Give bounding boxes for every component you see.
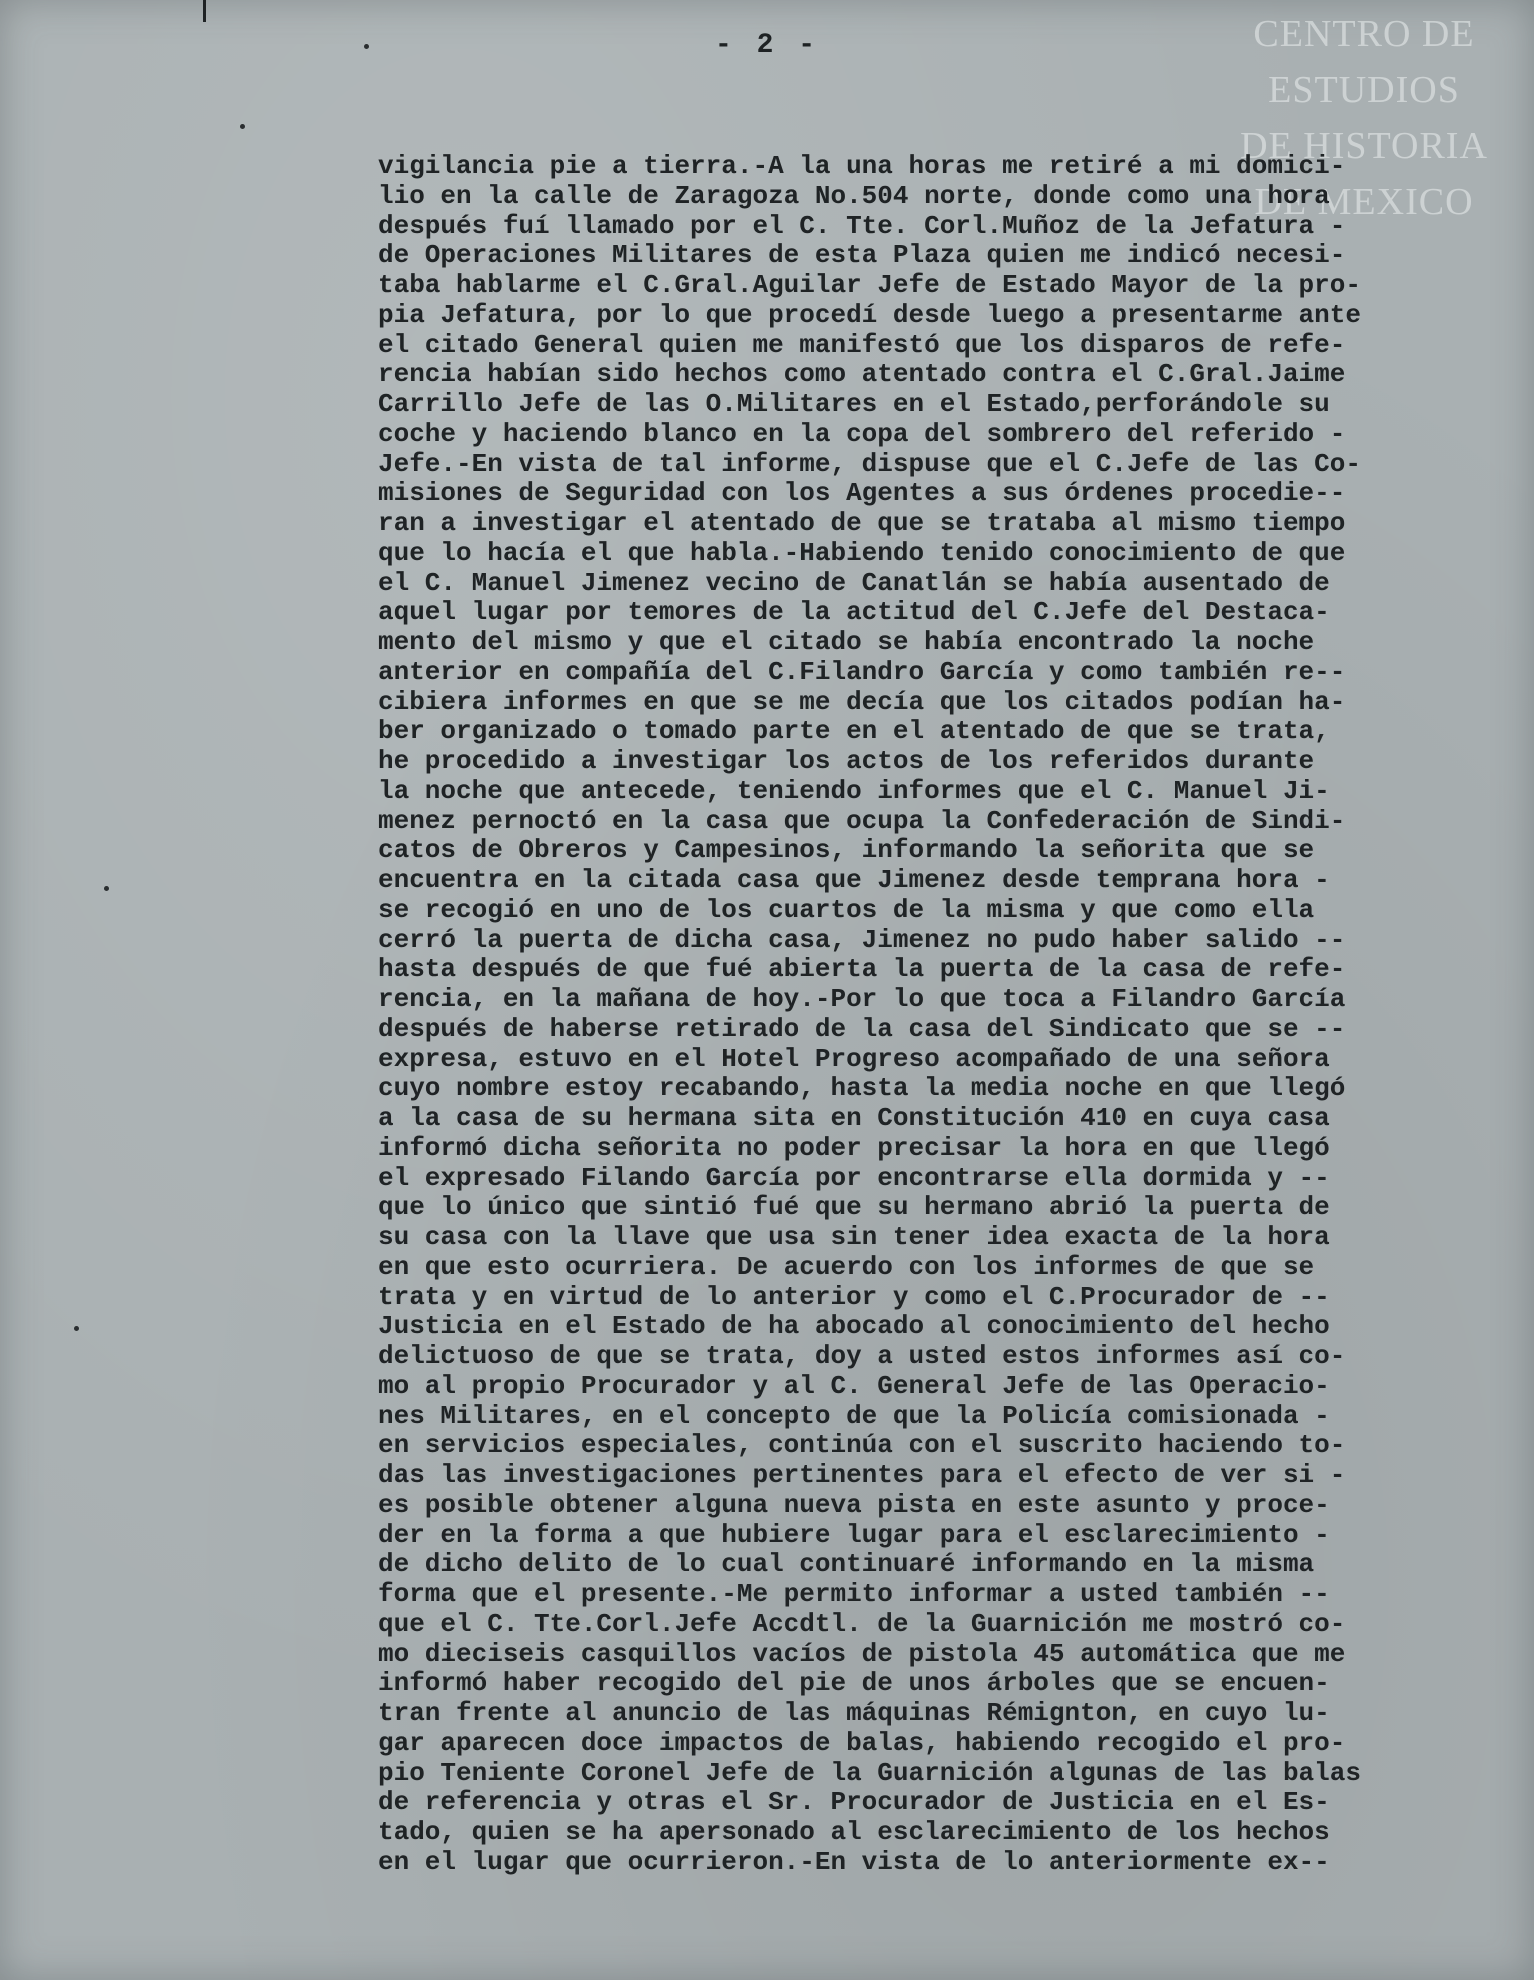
text-line: hasta después de que fué abierta la puerta de la casa de refe- bbox=[378, 954, 1346, 985]
text-line: informó dicha señorita no poder precisar la hora en que llegó bbox=[378, 1132, 1330, 1163]
text-line: catos de Obreros y Campesinos, informando la señorita que se bbox=[378, 835, 1315, 866]
text-line: el C. Manuel Jimenez vecino de Canatlán se había ausentado de bbox=[378, 567, 1330, 598]
text-line: encuentra en la citada casa que Jimenez desde temprana hora - bbox=[378, 865, 1330, 895]
watermark-line: DE HISTORIA bbox=[1240, 125, 1488, 167]
ink-speck bbox=[364, 44, 369, 49]
text-line: mo dieciseis casquillos vacíos de pistola 45 automática que me bbox=[378, 1638, 1346, 1669]
text-line: cibiera informes en que se me decía que los citados podían ha- bbox=[378, 686, 1346, 717]
text-line: se recogió en uno de los cuartos de la misma y que como ella bbox=[378, 894, 1315, 925]
ink-speck bbox=[104, 886, 109, 891]
text-line: que lo hacía el que habla.-Habiendo tenido conocimiento de que bbox=[378, 537, 1346, 568]
text-line: la noche que antecede, teniendo informes que el C. Manuel Ji- bbox=[378, 775, 1330, 806]
text-line: menez pernoctó en la casa que ocupa la Confederación de Sindi- bbox=[378, 805, 1346, 836]
text-line: que lo único que sintió fué que su hermano abrió la puerta de bbox=[378, 1192, 1330, 1223]
text-line: pio Teniente Coronel Jefe de la Guarnición algunas de las balas bbox=[378, 1757, 1361, 1788]
text-line: pia Jefatura, por lo que procedí desde luego a presentarme ante bbox=[378, 299, 1361, 330]
text-line: ran a investigar el atentado de que se trataba al mismo tiempo bbox=[378, 508, 1346, 538]
ink-speck bbox=[74, 1326, 79, 1331]
text-line: gar aparecen doce impactos de balas, habiendo recogido el pro- bbox=[378, 1727, 1346, 1758]
text-line: aquel lugar por temores de la actitud del C.Jefe del Destaca- bbox=[378, 597, 1330, 628]
text-line: taba hablarme el C.Gral.Aguilar Jefe de Estado Mayor de la pro- bbox=[378, 270, 1361, 300]
text-line: anterior en compañía del C.Filandro García y como también re-- bbox=[378, 656, 1346, 687]
text-line: su casa con la llave que usa sin tener idea exacta de la hora bbox=[378, 1222, 1330, 1252]
text-line: en que esto ocurriera. De acuerdo con los informes de que se bbox=[378, 1251, 1315, 1282]
text-line: después de haberse retirado de la casa del Sindicato que se -- bbox=[378, 1013, 1346, 1044]
text-line: tran frente al anuncio de las máquinas Rémignton, en cuyo lu- bbox=[378, 1698, 1330, 1728]
text-line: de Operaciones Militares de esta Plaza quien me indicó necesi- bbox=[378, 240, 1346, 271]
text-line: trata y en virtud de lo anterior y como el C.Procurador de -- bbox=[378, 1281, 1330, 1312]
text-line: Justicia en el Estado de ha abocado al conocimiento del hecho bbox=[378, 1311, 1330, 1342]
text-line: das las investigaciones pertinentes para el efecto de ver si - bbox=[378, 1460, 1346, 1490]
text-line: es posible obtener alguna nueva pista en este asunto y proce- bbox=[378, 1489, 1330, 1520]
text-line: expresa, estuvo en el Hotel Progreso acompañado de una señora bbox=[378, 1043, 1330, 1074]
text-line: Jefe.-En vista de tal informe, dispuse que el C.Jefe de las Co- bbox=[378, 448, 1361, 479]
text-line: tado, quien se ha apersonado al esclarecimiento de los hechos bbox=[378, 1817, 1330, 1847]
text-line: de dicho delito de lo cual continuaré informando en la misma bbox=[378, 1549, 1315, 1580]
text-line: mento del mismo y que el citado se había encontrado la noche bbox=[378, 627, 1315, 657]
page-number: - 2 - bbox=[714, 30, 819, 61]
text-line: rencia habían sido hechos como atentado contra el C.Gral.Jaime bbox=[378, 359, 1346, 390]
text-line: en el lugar que ocurrieron.-En vista de lo anteriormente ex-- bbox=[378, 1846, 1330, 1877]
letter-body bbox=[378, 152, 1518, 1878]
text-line: informó haber recogido del pie de unos árboles que se encuen- bbox=[378, 1668, 1330, 1699]
text-line: coche y haciendo blanco en la copa del sombrero del referido - bbox=[378, 418, 1346, 449]
text-line: Carrillo Jefe de las O.Militares en el Estado,perforándole su bbox=[378, 389, 1330, 419]
text-line: lio en la calle de Zaragoza No.504 norte, donde como una hora bbox=[378, 180, 1330, 211]
text-line: después fuí llamado por el C. Tte. Corl.Muñoz de la Jefatura - bbox=[378, 210, 1346, 241]
ink-speck bbox=[240, 124, 245, 129]
text-line: forma que el presente.-Me permito informar a usted también -- bbox=[378, 1579, 1330, 1609]
watermark-line: ESTUDIOS bbox=[1268, 69, 1460, 111]
text-line: mo al propio Procurador y al C. General Jefe de las Operacio- bbox=[378, 1370, 1330, 1401]
paper-mark bbox=[203, 0, 206, 22]
text-line: a la casa de su hermana sita en Constitución 410 en cuya casa bbox=[378, 1103, 1330, 1133]
text-line: en servicios especiales, continúa con el suscrito haciendo to- bbox=[378, 1430, 1346, 1461]
text-line: el expresado Filando García por encontrarse ella dormida y -- bbox=[378, 1162, 1330, 1193]
text-line: que el C. Tte.Corl.Jefe Accdtl. de la Guarnición me mostró co- bbox=[378, 1608, 1346, 1639]
text-line: der en la forma a que hubiere lugar para el esclarecimiento - bbox=[378, 1519, 1330, 1550]
text-line: ber organizado o tomado parte en el atentado de que se trata, bbox=[378, 716, 1330, 747]
text-line: nes Militares, en el concepto de que la Policía comisionada - bbox=[378, 1400, 1330, 1431]
watermark-line: CENTRO DE bbox=[1253, 13, 1475, 55]
text-line: cuyo nombre estoy recabando, hasta la media noche en que llegó bbox=[378, 1073, 1346, 1104]
text-line: cerró la puerta de dicha casa, Jimenez no pudo haber salido -- bbox=[378, 924, 1346, 955]
text-line: delictuoso de que se trata, doy a usted estos informes así co- bbox=[378, 1341, 1346, 1371]
text-line: el citado General quien me manifestó que los disparos de refe- bbox=[378, 329, 1346, 360]
text-line: de referencia y otras el Sr. Procurador de Justicia en el Es- bbox=[378, 1787, 1330, 1818]
text-line: misiones de Seguridad con los Agentes a sus órdenes procedie-- bbox=[378, 478, 1346, 509]
text-line: rencia, en la mañana de hoy.-Por lo que toca a Filandro García bbox=[378, 984, 1346, 1014]
text-line: he procedido a investigar los actos de los referidos durante bbox=[378, 746, 1315, 776]
watermark-line: DE MEXICO bbox=[1254, 181, 1474, 223]
text-line: vigilancia pie a tierra.-A la una horas me retiré a mi domici- bbox=[378, 151, 1346, 181]
